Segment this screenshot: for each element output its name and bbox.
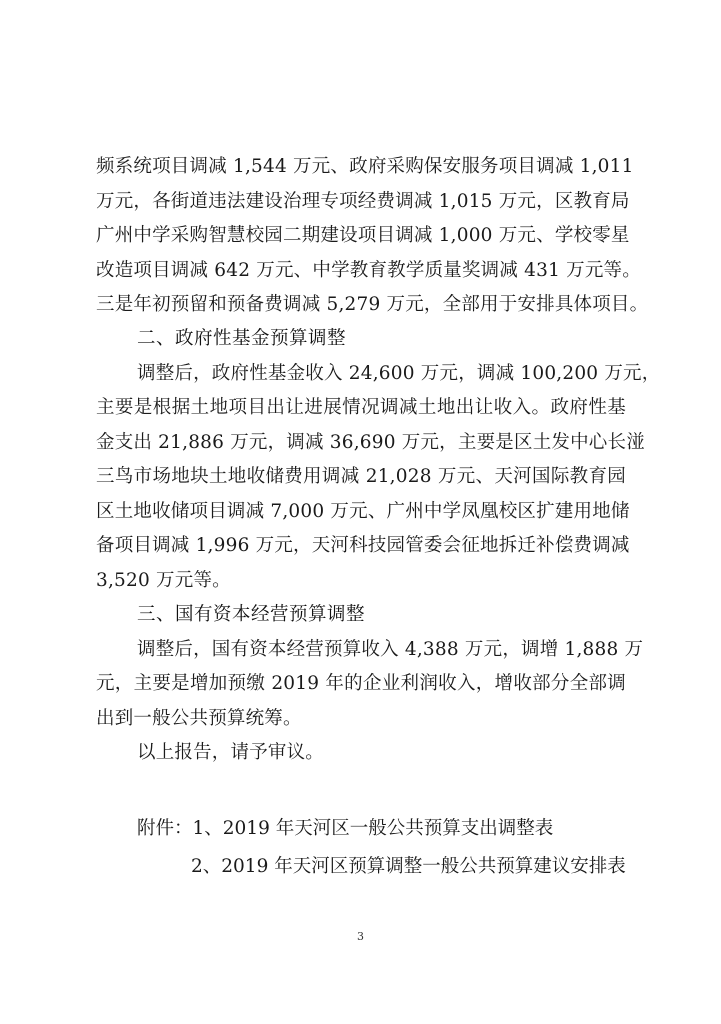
closing-line: 以上报告，请予审议。 [137,742,325,763]
section3-line-2: 元，主要是增加预缴 2019 年的企业利润收入，增收部分全部调 [96,673,626,694]
body-line-2: 万元，各街道违法建设治理专项经费调减 1,015 万元，区教育局 [96,191,630,212]
attachment-item-2: 2、2019 年天河区预算调整一般公共预算建议安排表 [191,856,626,877]
body-line-5: 三是年初预留和预备费调减 5,279 万元，全部用于安排具体项目。 [96,294,649,315]
section3-line-3: 出到一般公共预算统筹。 [96,708,302,729]
section2-heading: 二、政府性基金预算调整 [137,328,347,349]
attachment-item-1: 1、2019 年天河区一般公共预算支出调整表 [192,818,554,839]
section2-line-3: 金支出 21,886 万元，调减 36,690 万元，主要是区土发中心长湴 [96,432,645,453]
body-line-4: 改造项目调减 642 万元、中学教育教学质量奖调减 431 万元等。 [96,260,641,281]
section3-line-1: 调整后，国有资本经营预算收入 4,388 万元，调增 1,888 万 [137,639,644,660]
body-line-3: 广州中学采购智慧校园二期建设项目调减 1,000 万元、学校零星 [96,225,630,246]
section2-line-5: 区土地收储项目调减 7,000 万元、广州中学凤凰校区扩建用地储 [96,501,630,522]
section2-line-2: 主要是根据土地项目出让进展情况调减土地出让收入。政府性基 [96,397,626,418]
page-number: 3 [357,930,364,943]
section2-line-6: 备项目调减 1,996 万元，天河科技园管委会征地拆迁补偿费调减 [96,535,630,556]
attachments-label: 附件： [137,818,193,839]
section2-line-7: 3,520 万元等。 [96,570,231,591]
attachments-block [137,817,553,841]
body-line-1: 频系统项目调减 1,544 万元、政府采购保安服务项目调减 1,011 [96,156,634,177]
section2-line-4: 三鸟市场地块土地收储费用调减 21,028 万元、天河国际教育园 [96,466,626,487]
section2-line-1: 调整后，政府性基金收入 24,600 万元，调减 100,200 万元， [137,363,661,384]
section3-heading: 三、国有资本经营预算调整 [137,604,366,625]
